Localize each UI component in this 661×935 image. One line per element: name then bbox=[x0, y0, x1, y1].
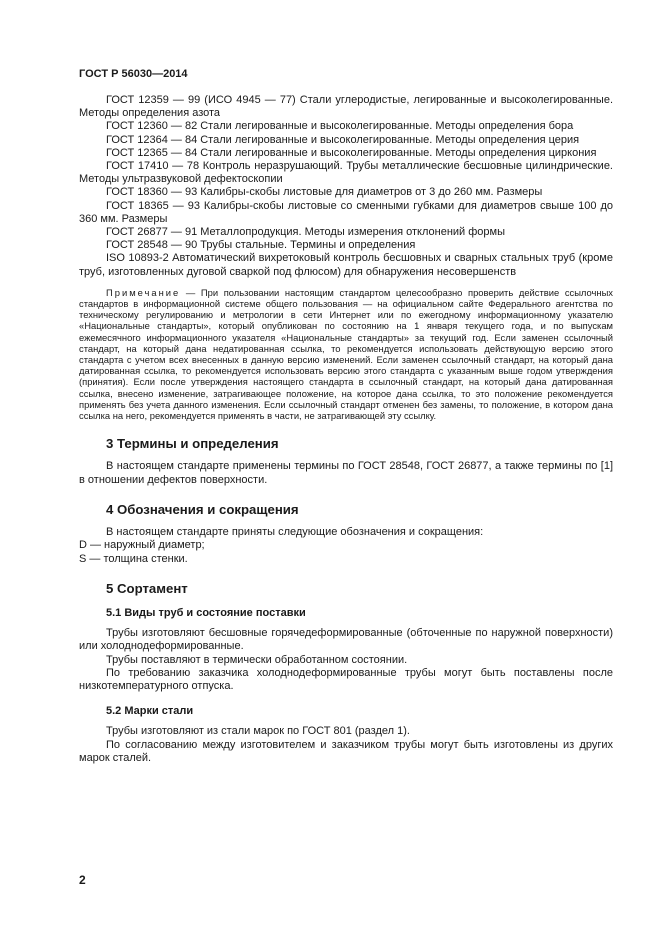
reference-item: ГОСТ 26877 — 91 Металлопродукция. Методы измерения отклонений формы bbox=[106, 226, 506, 239]
reference-item: ГОСТ 17410 — 78 Контроль неразрушающий. Трубы металлические бесшовные цилиндрические. Методы ультразвуковой дефектоскопии bbox=[79, 160, 613, 186]
reference-item: ГОСТ 18360 — 93 Калибры-скобы листовые для диаметров от 3 до 260 мм. Размеры bbox=[106, 186, 543, 199]
reference-item: ГОСТ 18365 — 93 Калибры-скобы листовые со сменными губками для диаметров свыше 100 до 360 мм. Размеры bbox=[79, 199, 613, 225]
section-4-title: 4 Обозначения и сокращения bbox=[106, 501, 299, 517]
subsection-5-1-para: Трубы изготовляют бесшовные горячедеформированные (обточенные по наружной поверхности) или холоднодеформированные. bbox=[79, 627, 613, 653]
document-header: ГОСТ Р 56030—2014 bbox=[79, 68, 188, 80]
note-text: — При пользовании настоящим стандартом целесообразно проверить действие ссылочных стандартов в информационной системе общего пользования — на официальном сайте Федерального агентства по техническому регулированию и метрологии в сети Интернет или по ежегодному информационному указателю «Национальные стандарты», который опубликован по состоянию на 1 января текущего года, и по выпускам ежемесячного информационного указателя «Национальные стандарты» за текущий год. Если заменен ссылочный стандарт, на который дана недатированная ссылка, то рекомендуется использовать действующую версию этого стандарта с учетом всех внесенных в данную версию изменений. Если заменен ссылочный стандарт, на который дана датированная ссылка, то рекомендуется использовать версию этого стандарта с указанным выше годом утверждения (принятия). Если после утверждения настоящего стандарта в ссылочный стандарт, на который дана датированная ссылка, внесено изменение, затрагивающее положение, на которое дана ссылка, то это положение рекомендуется применять без учета данного изменения. Если ссылочный стандарт отменен без замены, то положение, в котором дана ссылка на него, рекомендуется применять в части, не затрагивающей эту ссылку. bbox=[79, 286, 613, 422]
subsection-5-1-para: По требованию заказчика холоднодеформированные трубы могут быть поставлены после низкотемпературного отпуска. bbox=[79, 666, 613, 692]
subsection-5-1-title: 5.1 Виды труб и состояние поставки bbox=[106, 606, 306, 619]
abbreviation-item: S — толщина стенки. bbox=[79, 552, 188, 565]
section-3-text: В настоящем стандарте применены термины по ГОСТ 28548, ГОСТ 26877, а также термины по [1] в отношении дефектов поверхности. bbox=[79, 460, 613, 486]
reference-item: ISO 10893-2 Автоматический вихретоковый контроль бесшовных и сварных стальных труб (кроме труб, изготовленных дуговой сваркой под флюсом) для обнаружения несовершенств bbox=[79, 252, 613, 278]
subsection-5-2-para: По согласованию между изготовителем и заказчиком трубы могут быть изготовлены из других марок сталей. bbox=[79, 738, 613, 764]
subsection-5-1-para: Трубы поставляют в термически обработанном состоянии. bbox=[106, 653, 408, 666]
abbreviation-item: D — наружный диаметр; bbox=[79, 539, 205, 552]
section-4-intro: В настоящем стандарте приняты следующие обозначения и сокращения: bbox=[106, 526, 484, 539]
references-note bbox=[79, 287, 613, 421]
subsection-5-2-title: 5.2 Марки стали bbox=[106, 705, 194, 718]
reference-item: ГОСТ 12360 — 82 Стали легированные и высоколегированные. Методы определения бора bbox=[106, 120, 574, 133]
subsection-5-2-para: Трубы изготовляют из стали марок по ГОСТ 801 (раздел 1). bbox=[106, 725, 410, 738]
section-5-title: 5 Сортамент bbox=[106, 580, 188, 596]
note-label: Примечание bbox=[106, 286, 181, 298]
section-3-title: 3 Термины и определения bbox=[106, 436, 279, 452]
reference-item: ГОСТ 12364 — 84 Стали легированные и высоколегированные. Методы определения церия bbox=[106, 133, 580, 146]
page-content bbox=[79, 94, 613, 765]
page-number: 2 bbox=[79, 873, 86, 887]
reference-item: ГОСТ 12365 — 84 Стали легированные и высоколегированные. Методы определения циркония bbox=[106, 146, 597, 159]
normative-references-list bbox=[79, 94, 613, 279]
reference-item: ГОСТ 28548 — 90 Трубы стальные. Термины и определения bbox=[106, 239, 416, 252]
reference-item: ГОСТ 12359 — 99 (ИСО 4945 — 77) Стали углеродистые, легированные и высоколегированные. Методы определения азота bbox=[79, 94, 613, 120]
